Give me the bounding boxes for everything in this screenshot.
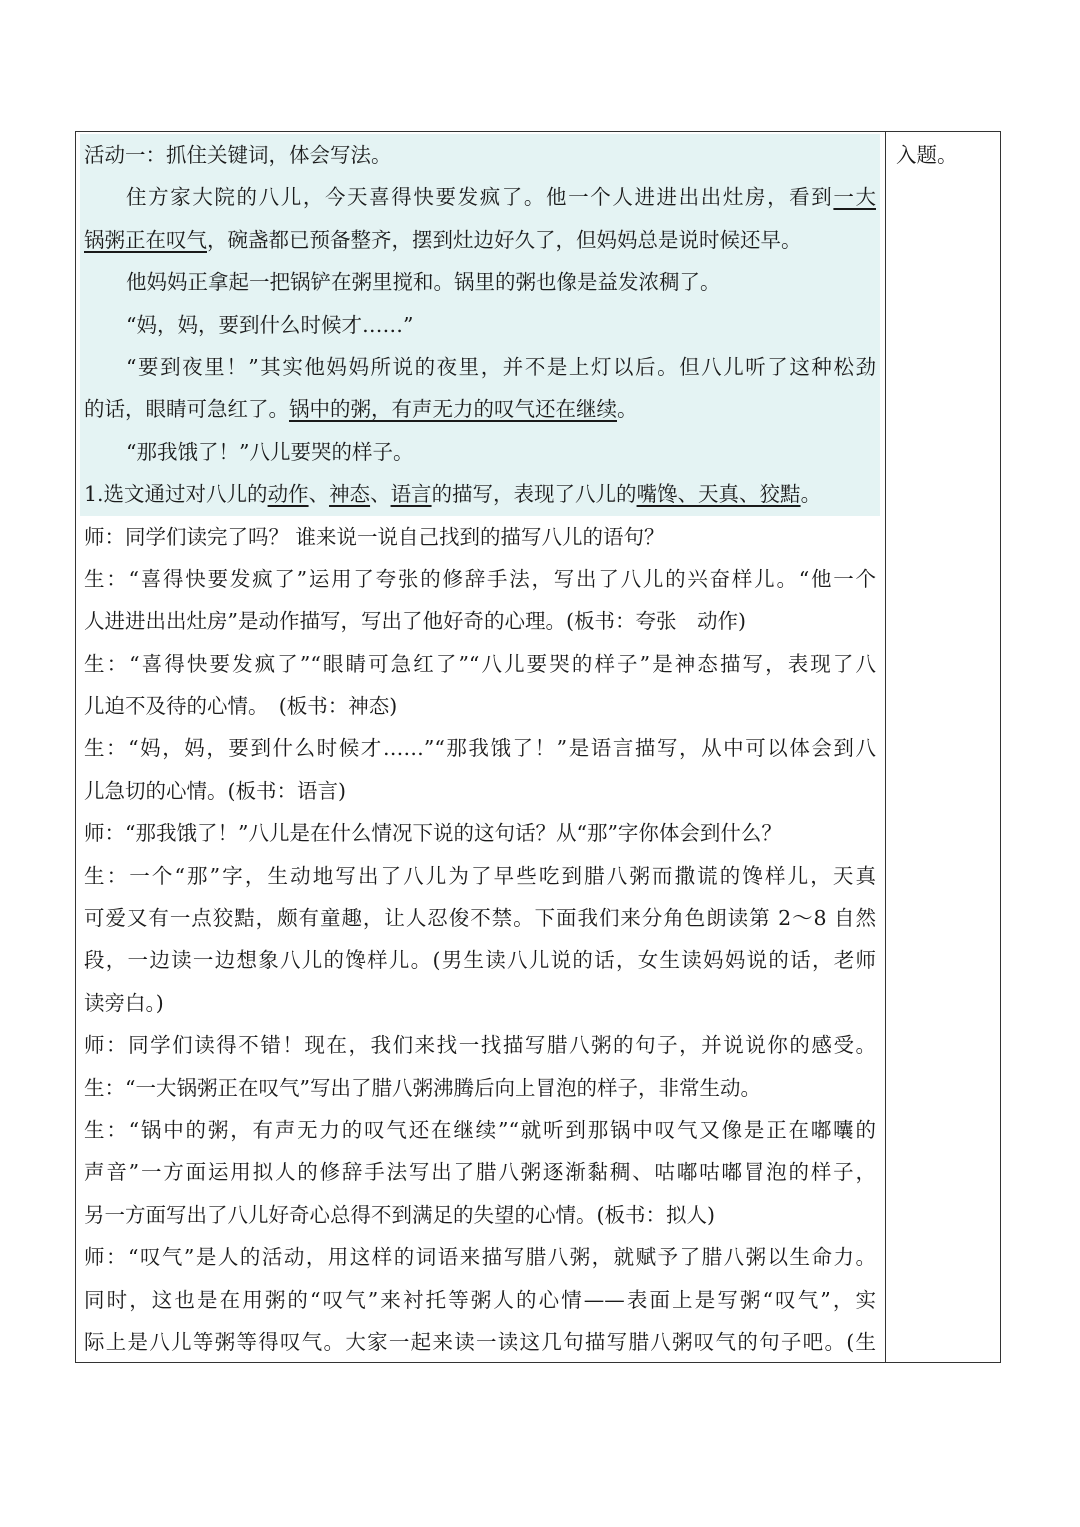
excerpt-p4-line2: 的话，眼睛可急红了。锅中的粥，有声无力的叹气还在继续。 — [84, 397, 638, 422]
excerpt-p1-line2: 锅粥正在叹气，碗盏都已预备整齐，摆到灶边好久了，但妈妈总是说时候还早。 — [84, 227, 802, 252]
answer-blank: 语言 — [390, 482, 432, 507]
dialogue-line: 师：同学们读得不错！现在，我们来找一找描写腊八粥的句子，并说说你的感受。 — [84, 1033, 876, 1058]
dialogue-line: 声音”一方面运用拟人的修辞手法写出了腊八粥逐渐黏稠、咕嘟咕嘟冒泡的样子， — [84, 1160, 876, 1185]
dialogue-line: 生：“喜得快要发疯了”运用了夸张的修辞手法，写出了八儿的兴奋样儿。“他一个 — [84, 566, 876, 591]
dialogue-line: 师：“那我饿了！”八儿是在什么情况下说的这句话？从“那”字你体会到什么？ — [84, 821, 782, 846]
question-1: 1.选文通过对八儿的动作、神态、语言的描写，表现了八儿的嘴馋、天真、狡黠。 — [84, 482, 822, 507]
underlined-phrase: 一大 — [833, 185, 876, 210]
excerpt-block — [80, 134, 880, 516]
excerpt-p4-line1: “要到夜里！”其实他妈妈所说的夜里，并不是上灯以后。但八儿听了这种松劲 — [126, 354, 876, 379]
excerpt-p2: 他妈妈正拿起一把锅铲在粥里搅和。锅里的粥也像是益发浓稠了。 — [126, 270, 721, 295]
dialogue-line: 际上是八儿等粥等得叹气。大家一起来读一读这几句描写腊八粥叹气的句子吧。(生 — [84, 1329, 876, 1354]
dialogue-line: 师：“叹气”是人的活动，用这样的词语来描写腊八粥，就赋予了腊八粥以生命力。 — [84, 1245, 876, 1270]
dialogue-line: 生：“妈，妈，要到什么时候才……”“那我饿了！”是语言描写，从中可以体会到八 — [84, 736, 876, 761]
design-intent-column — [896, 134, 996, 176]
dialogue-line: 可爱又有一点狡黠，颇有童趣，让人忍俊不禁。下面我们来分角色朗读第 2～8 自然 — [84, 906, 876, 931]
dialogue-line: 生：“喜得快要发疯了”“眼睛可急红了”“八儿要哭的样子”是神态描写，表现了八 — [84, 651, 876, 676]
dialogue-block — [84, 516, 876, 1364]
dialogue-line: 段，一边读一边想象八儿的馋样儿。(男生读八儿说的话，女生读妈妈说的话，老师 — [84, 948, 876, 973]
excerpt-p5: “那我饿了！”八儿要哭的样子。 — [126, 439, 414, 464]
lesson-content-column — [84, 134, 876, 1363]
column-divider — [885, 132, 886, 1362]
underlined-phrase: 锅粥正在叹气 — [84, 227, 207, 252]
dialogue-line: 同时，这也是在用粥的“叹气”来衬托等粥人的心情——表面上是写粥“叹气”，实 — [84, 1287, 876, 1312]
side-note: 入题。 — [896, 143, 958, 167]
dialogue-line: 儿急切的心情。(板书：语言) — [84, 778, 346, 803]
underlined-phrase: 锅中的粥，有声无力的叹气还在继续 — [289, 397, 617, 422]
activity-title: 活动一：抓住关键词，体会写法。 — [84, 143, 392, 167]
dialogue-line: 生：“锅中的粥，有声无力的叹气还在继续”“就听到那锅中叹气又像是正在嘟囔的 — [84, 1117, 876, 1142]
dialogue-line: 人进进出出灶房”是动作描写，写出了他好奇的心理。(板书：夸张 动作) — [84, 609, 746, 634]
dialogue-line: 生：“一大锅粥正在叹气”写出了腊八粥沸腾后向上冒泡的样子，非常生动。 — [84, 1075, 761, 1100]
dialogue-line: 读旁白。) — [84, 990, 164, 1015]
answer-blank: 动作 — [267, 482, 309, 507]
answer-blank: 嘴馋、天真、狡黠 — [636, 482, 801, 507]
dialogue-line: 生：一个“那”字，生动地写出了八儿为了早些吃到腊八粥而撒谎的馋样儿，天真 — [84, 863, 876, 888]
dialogue-line: 儿迫不及待的心情。 (板书：神态) — [84, 694, 398, 719]
dialogue-line: 师：同学们读完了吗？ 谁来说一说自己找到的描写八儿的语句？ — [84, 524, 665, 549]
answer-blank: 神态 — [329, 482, 371, 507]
excerpt-p1-line1: 住方家大院的八儿，今天喜得快要发疯了。他一个人进进出出灶房，看到一大 — [126, 185, 876, 210]
dialogue-line: 另一方面写出了八儿好奇心总得不到满足的失望的心情。(板书：拟人) — [84, 1202, 715, 1227]
lesson-table — [75, 131, 1001, 1363]
excerpt-p3: “妈，妈，要到什么时候才……” — [126, 312, 414, 337]
